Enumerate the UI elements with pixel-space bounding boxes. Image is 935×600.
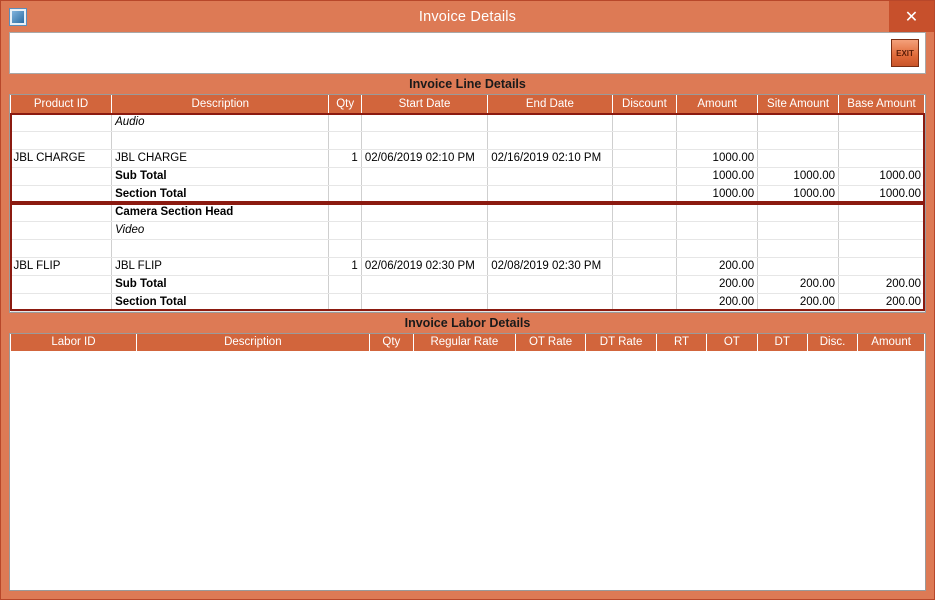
cell-discount: [612, 167, 677, 185]
cell-discount: [612, 113, 677, 131]
cell-site-amount: 1000.00: [758, 185, 839, 203]
cell-description: Video: [112, 221, 329, 239]
cell-base-amount: [839, 239, 925, 257]
column-header-ot[interactable]: OT: [707, 334, 757, 352]
column-header-labor-qty[interactable]: Qty: [369, 334, 413, 352]
cell-product-id: [11, 221, 112, 239]
cell-end-date: [488, 239, 612, 257]
invoice-line-details-grid: [9, 94, 926, 313]
cell-start-date: 02/06/2019 02:10 PM: [361, 149, 487, 167]
column-header-dt-rate[interactable]: DT Rate: [586, 334, 657, 352]
invoice-labor-table: [10, 334, 925, 353]
exit-button[interactable]: EXIT: [891, 39, 919, 67]
cell-start-date: [361, 203, 487, 221]
cell-product-id: [11, 203, 112, 221]
cell-discount: [612, 203, 677, 221]
table-row[interactable]: [11, 149, 925, 167]
cell-site-amount: [758, 221, 839, 239]
cell-amount: [677, 239, 758, 257]
toolbar: [9, 32, 926, 74]
table-row[interactable]: [11, 239, 925, 257]
cell-base-amount: [839, 203, 925, 221]
column-header-base-amount[interactable]: Base Amount: [839, 95, 925, 113]
cell-description: Sub Total: [112, 167, 329, 185]
column-header-ot-rate[interactable]: OT Rate: [515, 334, 586, 352]
cell-description: JBL FLIP: [112, 257, 329, 275]
cell-start-date: [361, 221, 487, 239]
cell-product-id: [11, 113, 112, 131]
cell-end-date: [488, 167, 612, 185]
cell-site-amount: [758, 131, 839, 149]
cell-start-date: [361, 275, 487, 293]
invoice-line-table-body: [11, 113, 925, 311]
cell-qty: [329, 275, 361, 293]
invoice-labor-details-grid: [9, 333, 926, 592]
cell-discount: [612, 149, 677, 167]
table-row[interactable]: [11, 275, 925, 293]
cell-qty: 1: [329, 149, 361, 167]
cell-site-amount: [758, 113, 839, 131]
cell-qty: 1: [329, 257, 361, 275]
cell-description: JBL CHARGE: [112, 149, 329, 167]
table-row[interactable]: [11, 113, 925, 131]
invoice-labor-details-title: Invoice Labor Details: [404, 315, 531, 330]
cell-amount: 1000.00: [677, 185, 758, 203]
table-row[interactable]: [11, 203, 925, 221]
cell-end-date: [488, 185, 612, 203]
cell-site-amount: [758, 149, 839, 167]
cell-qty: [329, 185, 361, 203]
cell-start-date: [361, 113, 487, 131]
labor-empty-area: [10, 352, 925, 590]
cell-product-id: [11, 185, 112, 203]
cell-start-date: [361, 167, 487, 185]
cell-discount: [612, 185, 677, 203]
column-header-disc[interactable]: Disc.: [807, 334, 857, 352]
column-header-labor-description[interactable]: Description: [136, 334, 369, 352]
cell-site-amount: 200.00: [758, 293, 839, 311]
cell-qty: [329, 167, 361, 185]
cell-base-amount: [839, 221, 925, 239]
table-row[interactable]: [11, 257, 925, 275]
column-header-description[interactable]: Description: [112, 95, 329, 113]
cell-base-amount: [839, 113, 925, 131]
cell-amount: [677, 203, 758, 221]
close-icon[interactable]: ✕: [889, 1, 934, 32]
cell-base-amount: [839, 149, 925, 167]
cell-end-date: 02/16/2019 02:10 PM: [488, 149, 612, 167]
column-header-amount[interactable]: Amount: [677, 95, 758, 113]
cell-qty: [329, 239, 361, 257]
cell-description: Sub Total: [112, 275, 329, 293]
invoice-line-details-title: Invoice Line Details: [409, 77, 526, 91]
cell-discount: [612, 275, 677, 293]
cell-qty: [329, 203, 361, 221]
cell-product-id: [11, 293, 112, 311]
column-header-dt[interactable]: DT: [757, 334, 807, 352]
cell-end-date: [488, 113, 612, 131]
cell-site-amount: 1000.00: [758, 167, 839, 185]
table-row[interactable]: [11, 221, 925, 239]
column-header-discount[interactable]: Discount: [612, 95, 677, 113]
cell-description: [112, 131, 329, 149]
cell-product-id: [11, 167, 112, 185]
cell-description: Audio: [112, 113, 329, 131]
cell-start-date: [361, 131, 487, 149]
cell-amount: 200.00: [677, 293, 758, 311]
cell-description: Section Total: [112, 293, 329, 311]
cell-qty: [329, 221, 361, 239]
table-row[interactable]: [11, 167, 925, 185]
cell-base-amount: [839, 131, 925, 149]
cell-amount: [677, 221, 758, 239]
cell-base-amount: 1000.00: [839, 185, 925, 203]
cell-amount: 1000.00: [677, 167, 758, 185]
column-header-rt[interactable]: RT: [656, 334, 706, 352]
cell-start-date: [361, 293, 487, 311]
page-title: Invoice Details: [418, 8, 517, 25]
cell-site-amount: [758, 257, 839, 275]
cell-description: Section Total: [112, 185, 329, 203]
invoice-line-table: [10, 95, 925, 312]
table-row[interactable]: [11, 131, 925, 149]
cell-amount: 1000.00: [677, 149, 758, 167]
column-header-start-date[interactable]: Start Date: [361, 95, 487, 113]
cell-discount: [612, 239, 677, 257]
cell-base-amount: 1000.00: [839, 167, 925, 185]
cell-product-id: JBL FLIP: [11, 257, 112, 275]
cell-product-id: [11, 131, 112, 149]
column-header-product-id[interactable]: Product ID: [11, 95, 112, 113]
column-header-qty[interactable]: Qty: [329, 95, 361, 113]
cell-base-amount: 200.00: [839, 275, 925, 293]
cell-amount: 200.00: [677, 257, 758, 275]
cell-product-id: [11, 239, 112, 257]
cell-amount: 200.00: [677, 275, 758, 293]
cell-start-date: [361, 185, 487, 203]
cell-discount: [612, 221, 677, 239]
cell-end-date: [488, 131, 612, 149]
cell-end-date: 02/08/2019 02:30 PM: [488, 257, 612, 275]
table-row[interactable]: [11, 185, 925, 203]
cell-end-date: [488, 293, 612, 311]
cell-start-date: [361, 239, 487, 257]
cell-amount: [677, 131, 758, 149]
cell-product-id: [11, 275, 112, 293]
column-header-labor-amount[interactable]: Amount: [858, 334, 925, 352]
column-header-site-amount[interactable]: Site Amount: [758, 95, 839, 113]
title-bar: [1, 1, 934, 32]
cell-start-date: 02/06/2019 02:30 PM: [361, 257, 487, 275]
table-header-row: [11, 334, 925, 352]
cell-discount: [612, 131, 677, 149]
cell-description: [112, 239, 329, 257]
cell-discount: [612, 257, 677, 275]
cell-end-date: [488, 203, 612, 221]
table-header-row: [11, 95, 925, 113]
cell-site-amount: [758, 239, 839, 257]
window-client-area: [1, 32, 934, 599]
cell-base-amount: 200.00: [839, 293, 925, 311]
cell-qty: [329, 293, 361, 311]
cell-site-amount: [758, 203, 839, 221]
cell-qty: [329, 131, 361, 149]
cell-end-date: [488, 275, 612, 293]
cell-base-amount: [839, 257, 925, 275]
cell-product-id: JBL CHARGE: [11, 149, 112, 167]
column-header-labor-id[interactable]: Labor ID: [11, 334, 137, 352]
cell-discount: [612, 293, 677, 311]
column-header-end-date[interactable]: End Date: [488, 95, 612, 113]
column-header-regular-rate[interactable]: Regular Rate: [413, 334, 515, 352]
cell-end-date: [488, 221, 612, 239]
cell-site-amount: 200.00: [758, 275, 839, 293]
cell-qty: [329, 113, 361, 131]
table-row[interactable]: [11, 293, 925, 311]
cell-description: Camera Section Head: [112, 203, 329, 221]
cell-amount: [677, 113, 758, 131]
